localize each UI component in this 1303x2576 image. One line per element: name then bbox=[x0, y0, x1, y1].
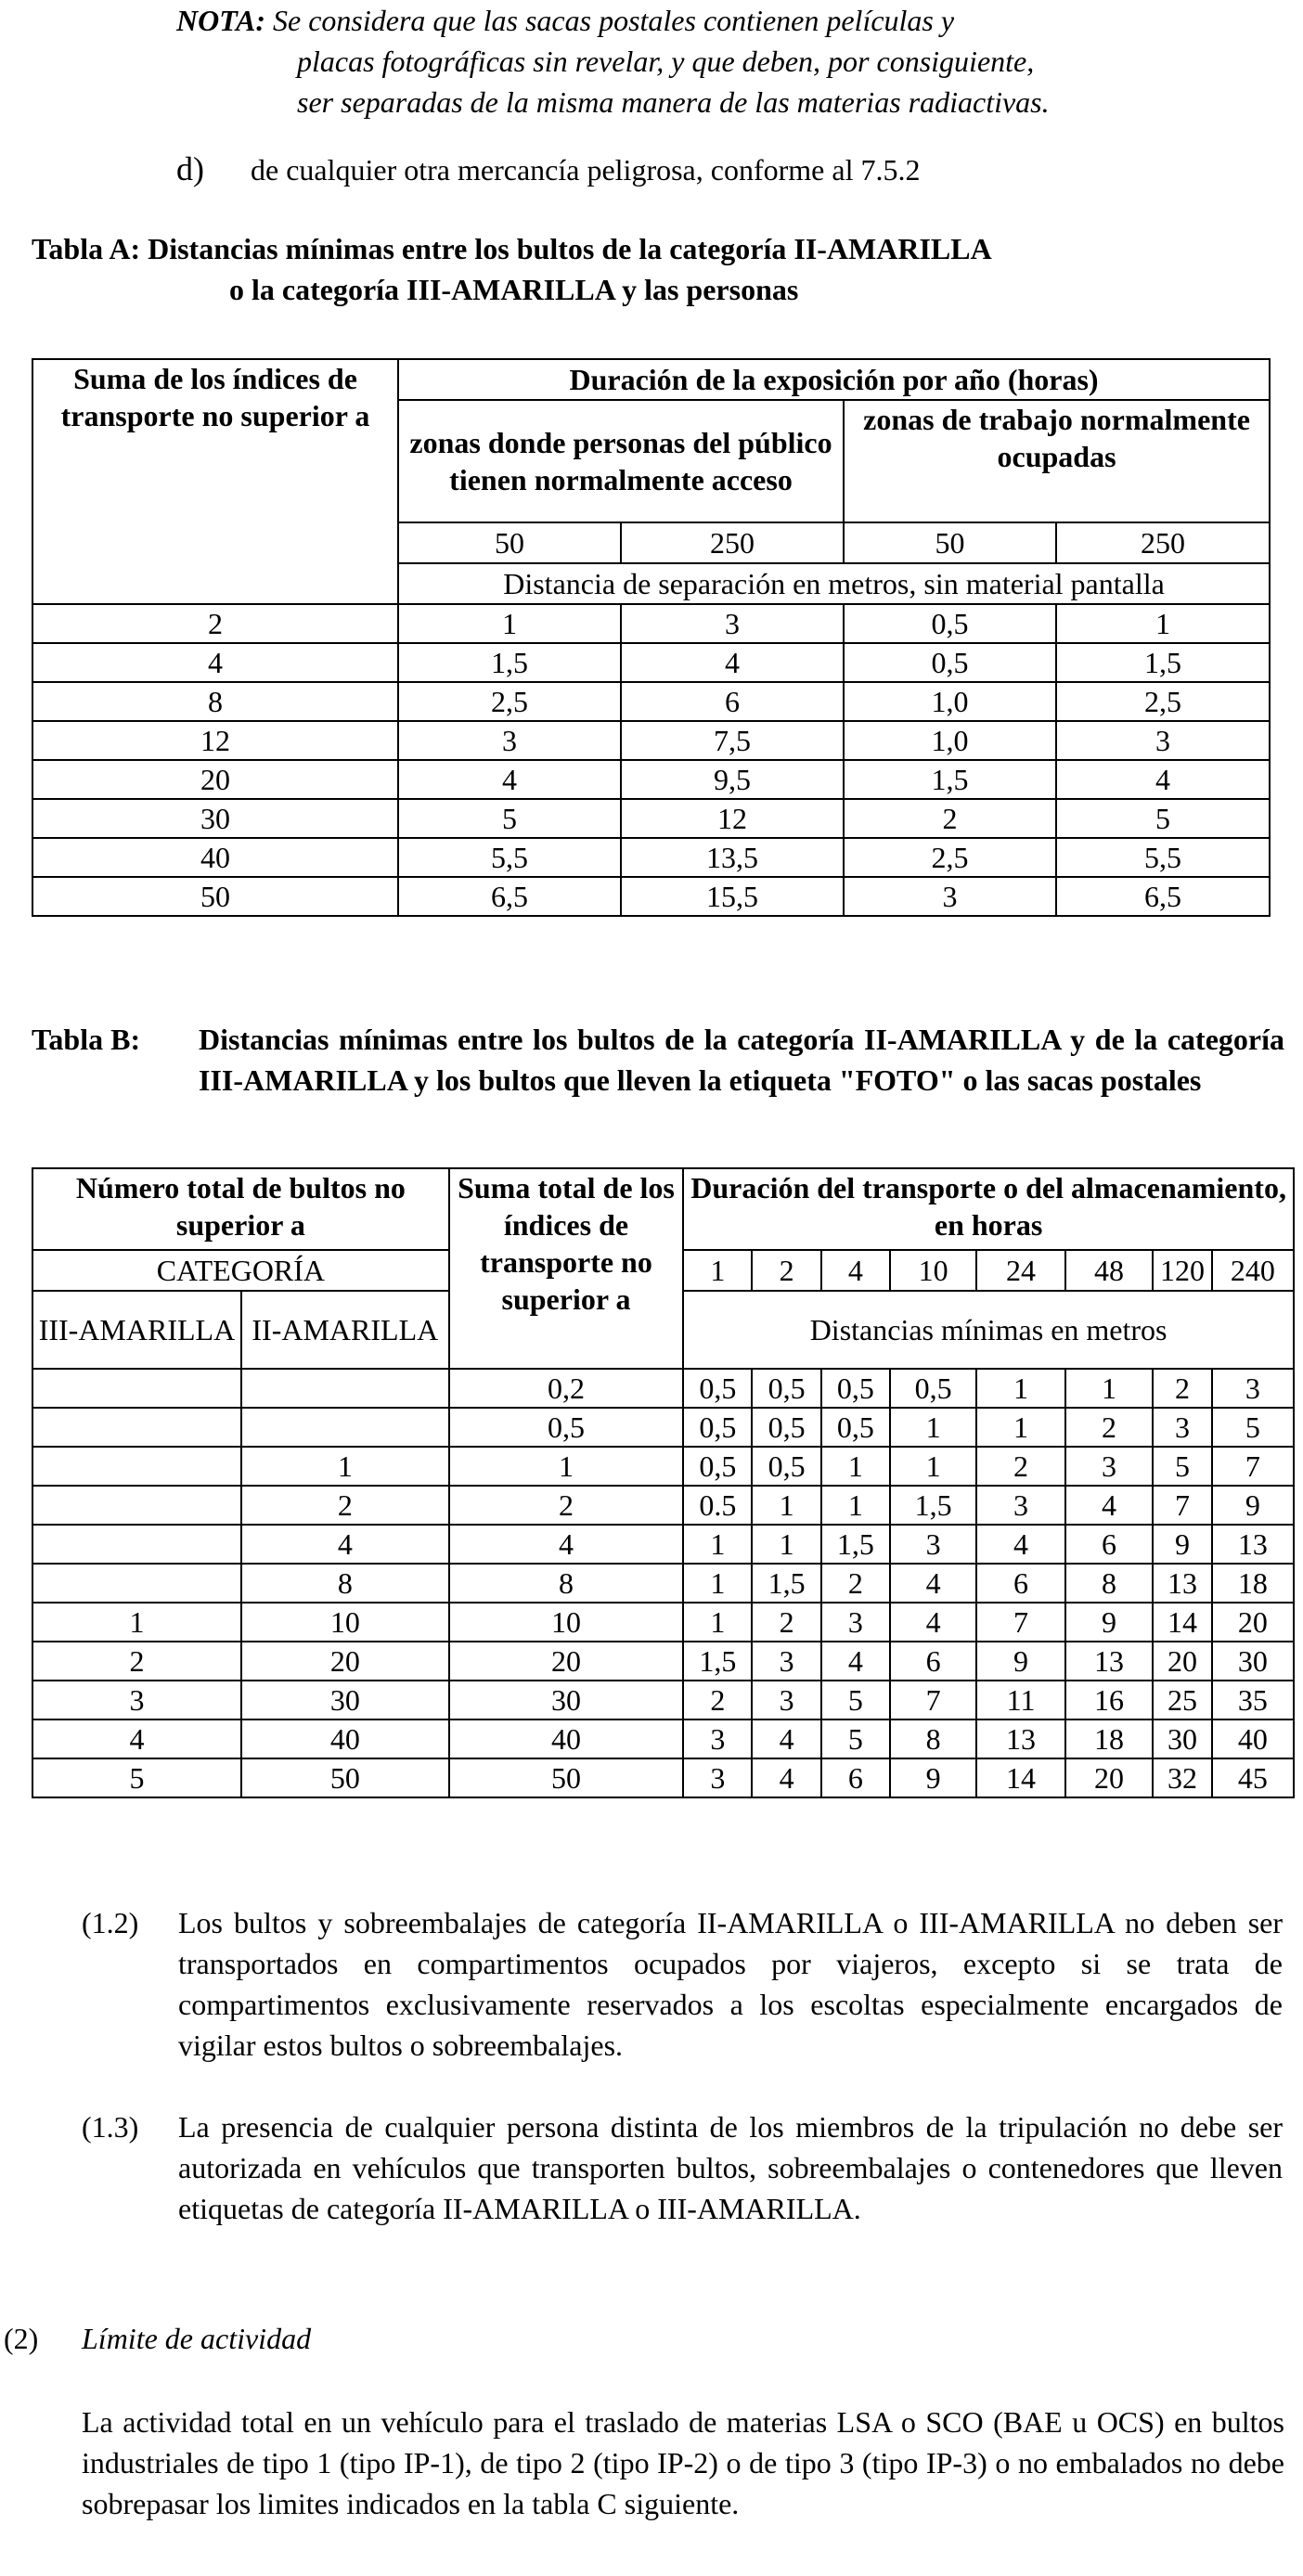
table-cell: 6 bbox=[621, 682, 844, 721]
table-a-title-line-2: o la categoría III-AMARILLA y las personas bbox=[229, 273, 799, 306]
table-cell: 0.5 bbox=[683, 1486, 752, 1525]
table-cell: 8 bbox=[32, 682, 398, 721]
table-cell: 0,5 bbox=[844, 643, 1056, 682]
table-cell: 3 bbox=[32, 1681, 241, 1719]
table-cell: 20 bbox=[1153, 1642, 1212, 1681]
table-a-hours-cell: 250 bbox=[1056, 522, 1270, 563]
table-b-header-iii: III-AMARILLA bbox=[32, 1291, 241, 1369]
table-cell: 9,5 bbox=[621, 760, 844, 799]
table-row bbox=[32, 1447, 1294, 1486]
table-cell: 30 bbox=[241, 1681, 449, 1719]
table-b-hours-cell: 4 bbox=[821, 1250, 890, 1291]
section-title: Límite de actividad bbox=[82, 2322, 312, 2355]
table-cell: 5 bbox=[1212, 1408, 1294, 1447]
table-b-title-label: Tabla B: bbox=[32, 1023, 141, 1056]
table-cell: 20 bbox=[241, 1642, 449, 1681]
table-row bbox=[32, 1408, 1294, 1447]
table-cell: 20 bbox=[32, 760, 398, 799]
table-cell: 35 bbox=[1212, 1681, 1294, 1719]
table-row bbox=[32, 1758, 1294, 1797]
table-cell: 9 bbox=[1065, 1603, 1153, 1642]
table-row bbox=[32, 877, 1270, 916]
table-cell: 2 bbox=[241, 1486, 449, 1525]
paragraph-text: La presencia de cualquier persona distinta de los miembros de la tripulación no debe ser autorizada en vehículos que transporten bultos, sobreembalajes o contenedores que lleven etiquetas de categoría II-AMARILLA o III-AMARILLA. bbox=[178, 2110, 1283, 2225]
table-cell: 2 bbox=[821, 1564, 890, 1603]
table-cell: 4 bbox=[621, 643, 844, 682]
table-cell: 1 bbox=[241, 1447, 449, 1486]
table-cell: 2 bbox=[844, 799, 1056, 838]
table-cell: 3 bbox=[844, 877, 1056, 916]
table-cell: 9 bbox=[890, 1758, 976, 1797]
table-cell: 18 bbox=[1065, 1719, 1153, 1758]
table-cell: 30 bbox=[32, 799, 398, 838]
table-cell: 4 bbox=[976, 1525, 1064, 1564]
table-cell: 1 bbox=[821, 1486, 890, 1525]
table-b bbox=[32, 1167, 1295, 1798]
table-b-hours-cell: 2 bbox=[752, 1250, 820, 1291]
table-row bbox=[32, 1642, 1294, 1681]
table-cell bbox=[32, 1369, 241, 1408]
table-cell: 4 bbox=[890, 1564, 976, 1603]
table-cell: 1,5 bbox=[398, 643, 621, 682]
table-a-header-duration: Duración de la exposición por año (horas) bbox=[398, 359, 1270, 400]
table-cell: 1 bbox=[683, 1564, 752, 1603]
table-cell: 13 bbox=[1153, 1564, 1212, 1603]
table-cell bbox=[32, 1408, 241, 1447]
table-cell: 9 bbox=[976, 1642, 1064, 1681]
table-cell: 1 bbox=[398, 604, 621, 643]
table-cell: 0,5 bbox=[683, 1408, 752, 1447]
table-cell: 4 bbox=[398, 760, 621, 799]
table-cell: 4 bbox=[752, 1719, 820, 1758]
paragraph-text: Los bultos y sobreembalajes de categoría II-AMARILLA o III-AMARILLA no deben ser transportados en compartimentos ocupados por viajeros, excepto si se trata de compartimentos exclusivamente reservados a los escoltas especialmente encargados de vigilar estos bultos o sobreembalajes. bbox=[178, 1906, 1283, 2062]
table-cell: 5 bbox=[821, 1719, 890, 1758]
table-cell: 13 bbox=[1212, 1525, 1294, 1564]
table-cell: 16 bbox=[1065, 1681, 1153, 1719]
table-cell: 3 bbox=[1212, 1369, 1294, 1408]
list-item-d bbox=[176, 148, 1281, 190]
table-cell: 5,5 bbox=[398, 838, 621, 877]
table-cell: 4 bbox=[821, 1642, 890, 1681]
table-a-subheader: Distancia de separación en metros, sin material pantalla bbox=[398, 563, 1270, 604]
table-cell: 1,5 bbox=[890, 1486, 976, 1525]
table-cell: 1 bbox=[752, 1486, 820, 1525]
table-cell: 3 bbox=[1065, 1447, 1153, 1486]
table-cell: 2 bbox=[449, 1486, 683, 1525]
section-number: (2) bbox=[4, 2322, 39, 2355]
table-row bbox=[32, 721, 1270, 760]
table-cell: 14 bbox=[976, 1758, 1064, 1797]
table-cell: 50 bbox=[32, 877, 398, 916]
table-cell: 2 bbox=[683, 1681, 752, 1719]
table-cell: 0,5 bbox=[844, 604, 1056, 643]
table-cell: 1 bbox=[1065, 1369, 1153, 1408]
table-cell: 1 bbox=[976, 1408, 1064, 1447]
table-b-body bbox=[32, 1369, 1294, 1797]
table-row bbox=[32, 643, 1270, 682]
nota-line-1 bbox=[176, 0, 1281, 41]
table-row bbox=[32, 1525, 1294, 1564]
table-cell: 3 bbox=[752, 1681, 820, 1719]
table-cell: 12 bbox=[32, 721, 398, 760]
table-cell: 30 bbox=[449, 1681, 683, 1719]
table-b-hours-cell: 24 bbox=[976, 1250, 1064, 1291]
table-b-header-sum: Suma total de los índices de transporte no superior a bbox=[449, 1168, 683, 1369]
table-cell: 10 bbox=[241, 1603, 449, 1642]
table-row bbox=[32, 1564, 1294, 1603]
table-cell: 4 bbox=[1065, 1486, 1153, 1525]
table-a-title bbox=[32, 228, 1284, 310]
table-cell: 1 bbox=[890, 1408, 976, 1447]
section-2-heading bbox=[4, 2318, 1284, 2359]
table-cell: 0,5 bbox=[821, 1369, 890, 1408]
table-a-title-line-1: Tabla A: Distancias mínimas entre los bultos de la categoría II-AMARILLA bbox=[32, 232, 992, 265]
table-cell: 0,5 bbox=[683, 1447, 752, 1486]
table-cell: 30 bbox=[1153, 1719, 1212, 1758]
table-cell: 30 bbox=[1212, 1642, 1294, 1681]
table-cell bbox=[32, 1486, 241, 1525]
table-cell: 32 bbox=[1153, 1758, 1212, 1797]
table-cell: 5 bbox=[1056, 799, 1270, 838]
nota-label: NOTA: bbox=[176, 4, 265, 37]
table-cell: 0,5 bbox=[890, 1369, 976, 1408]
table-cell: 6 bbox=[890, 1642, 976, 1681]
table-cell: 3 bbox=[976, 1486, 1064, 1525]
table-cell: 1 bbox=[890, 1447, 976, 1486]
table-cell: 5,5 bbox=[1056, 838, 1270, 877]
table-b-title-text: Distancias mínimas entre los bultos de la categoría II-AMARILLA y de la categoría III-AMARILLA y los bultos que lleven la etiqueta "FOTO" o las sacas postales bbox=[199, 1023, 1284, 1097]
table-cell: 8 bbox=[449, 1564, 683, 1603]
table-cell: 8 bbox=[1065, 1564, 1153, 1603]
table-cell: 2 bbox=[32, 604, 398, 643]
table-cell: 4 bbox=[449, 1525, 683, 1564]
table-cell: 50 bbox=[241, 1758, 449, 1797]
table-cell: 1 bbox=[683, 1603, 752, 1642]
table-row bbox=[32, 1681, 1294, 1719]
table-cell: 7 bbox=[976, 1603, 1064, 1642]
nota-line-3: ser separadas de la misma manera de las materias radiactivas. bbox=[297, 85, 1050, 119]
table-cell: 1 bbox=[1056, 604, 1270, 643]
table-cell: 20 bbox=[1065, 1758, 1153, 1797]
table-cell: 1 bbox=[32, 1603, 241, 1642]
table-b-header-number: Número total de bultos no superior a bbox=[32, 1168, 449, 1250]
table-cell: 3 bbox=[683, 1758, 752, 1797]
list-marker: d) bbox=[176, 150, 204, 187]
table-b-title bbox=[32, 1019, 1284, 1101]
table-a-body bbox=[32, 604, 1270, 916]
table-cell bbox=[241, 1408, 449, 1447]
table-cell: 45 bbox=[1212, 1758, 1294, 1797]
table-cell: 4 bbox=[32, 1719, 241, 1758]
table-cell: 6 bbox=[821, 1758, 890, 1797]
table-cell: 40 bbox=[241, 1719, 449, 1758]
table-cell: 1,0 bbox=[844, 721, 1056, 760]
table-cell: 9 bbox=[1153, 1525, 1212, 1564]
table-cell: 3 bbox=[1056, 721, 1270, 760]
table-cell: 1 bbox=[752, 1525, 820, 1564]
table-b-header-categoria: CATEGORÍA bbox=[32, 1250, 449, 1291]
table-cell: 0,5 bbox=[449, 1408, 683, 1447]
table-b-hours-cell: 120 bbox=[1153, 1250, 1212, 1291]
table-cell: 2,5 bbox=[398, 682, 621, 721]
table-cell: 5 bbox=[821, 1681, 890, 1719]
table-cell: 3 bbox=[821, 1603, 890, 1642]
table-cell: 1 bbox=[449, 1447, 683, 1486]
table-a-header-sum: Suma de los índices de transporte no superior a bbox=[32, 359, 398, 604]
table-b-subheader: Distancias mínimas en metros bbox=[683, 1291, 1294, 1369]
table-cell: 18 bbox=[1212, 1564, 1294, 1603]
table-row bbox=[32, 760, 1270, 799]
table-row bbox=[32, 1486, 1294, 1525]
table-cell: 11 bbox=[976, 1681, 1064, 1719]
table-cell: 20 bbox=[1212, 1603, 1294, 1642]
table-a-hours-cell: 250 bbox=[621, 522, 844, 563]
table-cell: 6,5 bbox=[398, 877, 621, 916]
table-cell: 0,2 bbox=[449, 1369, 683, 1408]
table-b-hours-cell: 10 bbox=[890, 1250, 976, 1291]
paragraph-number: (1.3) bbox=[82, 2110, 139, 2144]
table-cell: 5 bbox=[1153, 1447, 1212, 1486]
table-b-header-duration: Duración del transporte o del almacenamiento, en horas bbox=[683, 1168, 1294, 1250]
table-b-hours-cell: 48 bbox=[1065, 1250, 1153, 1291]
table-a-hours-cell: 50 bbox=[844, 522, 1056, 563]
table-cell: 2,5 bbox=[844, 838, 1056, 877]
paragraph-1-2 bbox=[82, 1902, 1284, 2066]
table-row bbox=[32, 1369, 1294, 1408]
table-cell: 12 bbox=[621, 799, 844, 838]
table-cell: 2 bbox=[1153, 1369, 1212, 1408]
table-cell: 5 bbox=[398, 799, 621, 838]
section-2-paragraph: La actividad total en un vehículo para el traslado de materias LSA o SCO (BAE u OCS) en bultos industriales de tipo 1 (tipo IP-1), de tipo 2 (tipo IP-2) o de tipo 3 (tipo IP-3) o no embalados no debe sobrepasar los limites indicados en la tabla C siguiente. bbox=[82, 2405, 1284, 2520]
table-cell: 3 bbox=[621, 604, 844, 643]
table-cell bbox=[32, 1447, 241, 1486]
table-cell: 7 bbox=[1212, 1447, 1294, 1486]
nota-block bbox=[176, 0, 1281, 122]
table-cell: 5 bbox=[32, 1758, 241, 1797]
table-cell: 1 bbox=[683, 1525, 752, 1564]
table-cell: 7 bbox=[1153, 1486, 1212, 1525]
table-cell bbox=[32, 1564, 241, 1603]
table-a-hours-cell: 50 bbox=[398, 522, 621, 563]
table-cell bbox=[241, 1369, 449, 1408]
table-cell: 1,5 bbox=[752, 1564, 820, 1603]
table-cell: 2,5 bbox=[1056, 682, 1270, 721]
table-cell: 1,5 bbox=[821, 1525, 890, 1564]
table-cell: 3 bbox=[398, 721, 621, 760]
table-cell: 0,5 bbox=[752, 1408, 820, 1447]
table-cell: 2 bbox=[976, 1447, 1064, 1486]
table-b-hours-cell: 240 bbox=[1212, 1250, 1294, 1291]
table-cell: 6,5 bbox=[1056, 877, 1270, 916]
table-cell: 8 bbox=[241, 1564, 449, 1603]
table-cell: 4 bbox=[890, 1603, 976, 1642]
paragraph-number: (1.2) bbox=[82, 1906, 139, 1939]
table-row bbox=[32, 604, 1270, 643]
table-b-hours-cell: 1 bbox=[683, 1250, 752, 1291]
list-item-text: de cualquier otra mercancía peligrosa, conforme al 7.5.2 bbox=[251, 153, 921, 187]
table-cell: 1,5 bbox=[1056, 643, 1270, 682]
table-cell: 3 bbox=[890, 1525, 976, 1564]
table-cell: 3 bbox=[683, 1719, 752, 1758]
table-cell: 13 bbox=[976, 1719, 1064, 1758]
table-cell: 40 bbox=[1212, 1719, 1294, 1758]
table-row bbox=[32, 799, 1270, 838]
table-cell: 15,5 bbox=[621, 877, 844, 916]
table-a-header-public: zonas donde personas del público tienen normalmente acceso bbox=[398, 400, 844, 522]
table-cell: 14 bbox=[1153, 1603, 1212, 1642]
table-cell: 13 bbox=[1065, 1642, 1153, 1681]
table-cell: 1 bbox=[821, 1447, 890, 1486]
table-cell: 8 bbox=[890, 1719, 976, 1758]
nota-text-1: Se considera que las sacas postales contienen películas y bbox=[273, 4, 955, 37]
table-cell: 0,5 bbox=[752, 1369, 820, 1408]
table-b-header-ii: II-AMARILLA bbox=[241, 1291, 449, 1369]
table-a-header-work: zonas de trabajo normalmente ocupadas bbox=[844, 400, 1270, 522]
table-row bbox=[32, 838, 1270, 877]
paragraph-1-3 bbox=[82, 2106, 1284, 2229]
table-cell: 2 bbox=[752, 1603, 820, 1642]
table-cell bbox=[32, 1525, 241, 1564]
table-cell: 1,5 bbox=[683, 1642, 752, 1681]
table-cell: 9 bbox=[1212, 1486, 1294, 1525]
table-cell: 40 bbox=[32, 838, 398, 877]
table-cell: 0,5 bbox=[752, 1447, 820, 1486]
table-cell: 10 bbox=[449, 1603, 683, 1642]
table-cell: 1,5 bbox=[844, 760, 1056, 799]
table-cell: 4 bbox=[1056, 760, 1270, 799]
table-cell: 4 bbox=[32, 643, 398, 682]
table-cell: 40 bbox=[449, 1719, 683, 1758]
table-cell: 3 bbox=[1153, 1408, 1212, 1447]
table-cell: 2 bbox=[32, 1642, 241, 1681]
table-cell: 3 bbox=[752, 1642, 820, 1681]
table-cell: 6 bbox=[1065, 1525, 1153, 1564]
table-row bbox=[32, 1719, 1294, 1758]
table-cell: 7,5 bbox=[621, 721, 844, 760]
table-cell: 4 bbox=[752, 1758, 820, 1797]
table-row bbox=[32, 682, 1270, 721]
table-cell: 25 bbox=[1153, 1681, 1212, 1719]
table-a bbox=[32, 358, 1271, 917]
table-cell: 4 bbox=[241, 1525, 449, 1564]
table-cell: 1 bbox=[976, 1369, 1064, 1408]
table-cell: 7 bbox=[890, 1681, 976, 1719]
table-cell: 2 bbox=[1065, 1408, 1153, 1447]
table-cell: 0,5 bbox=[821, 1408, 890, 1447]
table-cell: 6 bbox=[976, 1564, 1064, 1603]
table-cell: 13,5 bbox=[621, 838, 844, 877]
nota-line-2: placas fotográficas sin revelar, y que deben, por consiguiente, bbox=[297, 45, 1035, 78]
table-row bbox=[32, 1603, 1294, 1642]
table-cell: 50 bbox=[449, 1758, 683, 1797]
table-cell: 1,0 bbox=[844, 682, 1056, 721]
table-cell: 20 bbox=[449, 1642, 683, 1681]
table-cell: 0,5 bbox=[683, 1369, 752, 1408]
